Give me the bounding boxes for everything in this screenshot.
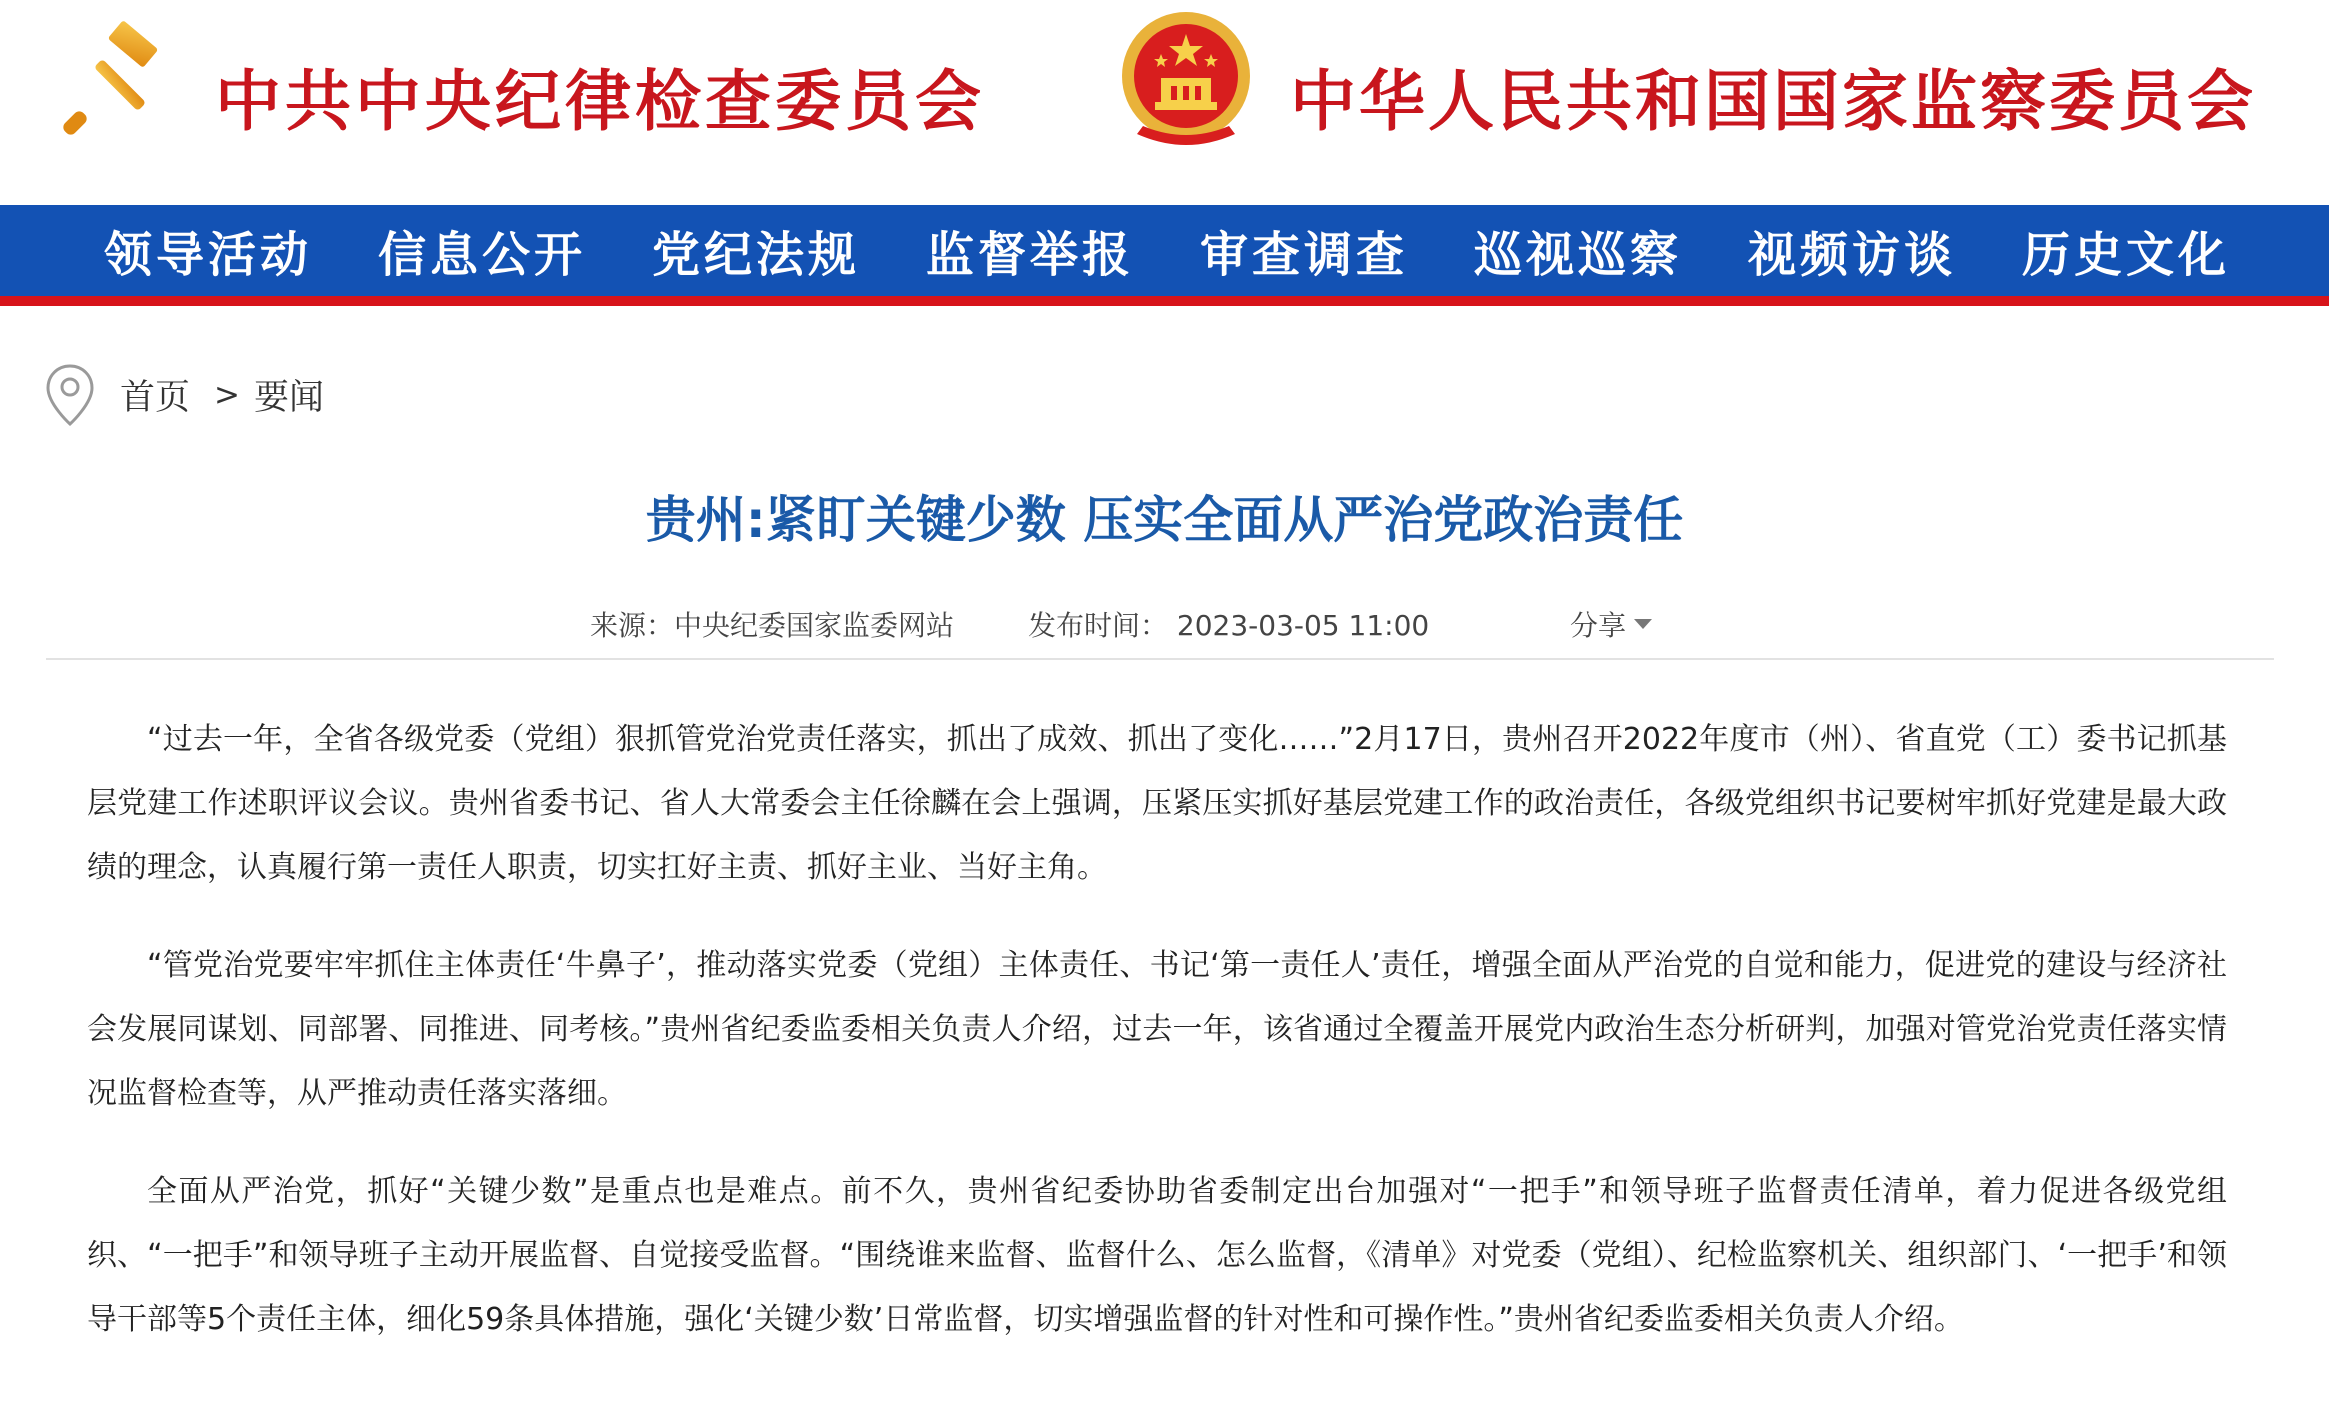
article-publish-time: 发布时间： 2023-03-05 11:00	[1028, 609, 1430, 642]
share-button[interactable]	[1570, 604, 1652, 644]
cpc-ccdi-title[interactable]: 中共中央纪律检查委员会	[215, 62, 985, 140]
share-label: 分享	[1570, 609, 1627, 642]
article-title: 贵州:紧盯关键少数 压实全面从严治党政治责任	[645, 491, 1684, 549]
article-body	[87, 708, 2227, 1386]
nsc-title[interactable]: 中华人民共和国国家监察委员会	[1290, 62, 2256, 140]
site-banner	[0, 0, 2329, 205]
caret-down-icon	[1634, 619, 1652, 629]
location-pin-icon	[44, 362, 96, 428]
breadcrumb-separator: >	[214, 377, 240, 413]
article-paragraph: “管党治党要牢牢抓住主体责任‘牛鼻子’，推动落实党委（党组）主体责任、书记‘第一责任人’责任，增强全面从严治党的自觉和能力，促进党的建设与经济社会发展同谋划、同部署、同推进、同考核。”贵州省纪委监委相关负责人介绍，过去一年，该省通过全覆盖开展党内政治生态分析研判，加强对管党治党责任落实情况监督检查等，从严推动责任落实落细。	[87, 948, 2227, 1111]
meta-divider	[46, 658, 2274, 660]
national-emblem-icon[interactable]	[1117, 6, 1255, 154]
nav-item-investigation[interactable]: 审查调查	[1200, 227, 1409, 283]
nav-item-reporting[interactable]: 监督举报	[926, 227, 1135, 283]
article-source: 来源：中央纪委国家监委网站	[590, 609, 955, 642]
party-emblem-icon[interactable]	[52, 14, 184, 146]
nav-item-information[interactable]: 信息公开	[378, 227, 587, 283]
breadcrumb	[44, 362, 324, 428]
breadcrumb-current[interactable]: 要闻	[254, 378, 325, 418]
nav-item-regulations[interactable]: 党纪法规	[652, 227, 861, 283]
nav-item-leadership[interactable]: 领导活动	[104, 227, 313, 283]
nav-item-inspection[interactable]: 巡视巡察	[1474, 227, 1683, 283]
article-paragraph: “过去一年，全省各级党委（党组）狠抓管党治党责任落实，抓出了成效、抓出了变化……”2月17日，贵州召开2022年度市（州）、省直党（工）委书记抓基层党建工作述职评议会议。贵州省委书记、省人大常委会主任徐麟在会上强调，压紧压实抓好基层党建工作的政治责任，各级党组织书记要树牢抓好党建是最大政绩的理念，认真履行第一责任人职责，切实扛好主责、抓好主业、当好主角。	[87, 722, 2227, 885]
nav-item-video[interactable]: 视频访谈	[1748, 227, 1957, 283]
breadcrumb-home-link[interactable]: 首页	[120, 378, 191, 418]
main-nav	[0, 205, 2329, 296]
nav-item-history[interactable]: 历史文化	[2022, 227, 2231, 283]
article-paragraph: 全面从严治党，抓好“关键少数”是重点也是难点。前不久，贵州省纪委协助省委制定出台加强对“一把手”和领导班子监督责任清单，着力促进各级党组织、“一把手”和领导班子主动开展监督、自觉接受监督。“围绕谁来监督、监督什么、怎么监督，《清单》对党委（党组）、纪检监察机关、组织部门、‘一把手’和领导干部等5个责任主体，细化59条具体措施，强化‘关键少数’日常监督，切实增强监督的针对性和可操作性。”贵州省纪委监委相关负责人介绍。	[87, 1174, 2227, 1337]
nav-accent-bar	[0, 296, 2329, 306]
article-meta	[0, 600, 2329, 644]
